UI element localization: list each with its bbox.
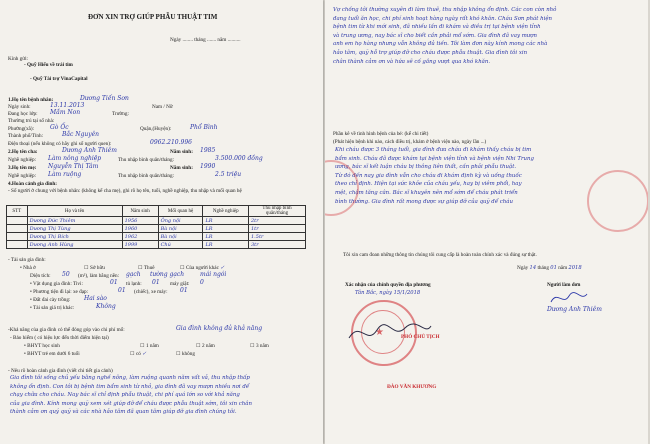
transport-label: • Phương tiện đi lại: xe đạp: bbox=[30, 289, 89, 295]
family-heading: 4.Hoàn cảnh gia đình: bbox=[8, 181, 58, 187]
mother-income: 2.5 triệu bbox=[215, 171, 242, 178]
ward-value: Gò Ốc bbox=[50, 124, 69, 131]
father-income-label: Thu nhập bình quân/tháng: bbox=[118, 157, 175, 163]
other-assets-label: • Tài sản giá trị khác: bbox=[30, 305, 75, 311]
local-confirm-date: Tân Bắc, ngày 15/1/2018 bbox=[355, 290, 421, 296]
insurance-has[interactable]: ☐ có ✓ bbox=[130, 351, 147, 357]
fridge-value: 01 bbox=[152, 279, 160, 286]
table-row: Dương Anh Hùng 1999 Chú LR 3tr bbox=[7, 241, 306, 249]
relative-checkbox[interactable]: ☐ Của người khác ✓ bbox=[180, 265, 225, 271]
col-job: Nghề nghiệp bbox=[203, 206, 249, 217]
family-members-label: - Số người ở chung với bệnh nhân: (không kể cha mẹ), ghi rõ họ tên, tuổi, nghề nghiệp, thu nhập và mối quan hệ bbox=[8, 188, 242, 194]
school-label: Trường: bbox=[112, 111, 129, 117]
sex-label: Nam / Nữ bbox=[152, 104, 173, 110]
table-row: Dương Thị Bích 1962 Bà nội LR 1.5tr bbox=[7, 233, 306, 241]
form-date-line: Ngày ........ tháng ....... năm .......... bbox=[170, 37, 241, 43]
stamp-title: PHÓ CHỦ TỊCH bbox=[401, 334, 440, 340]
father-name: Dương Anh Thiêm bbox=[62, 147, 117, 154]
bhyt-under6-label: • BHYT trẻ em dưới 6 tuổi bbox=[24, 351, 80, 357]
family-table bbox=[6, 205, 306, 249]
dob-label: Ngày sinh: bbox=[8, 104, 31, 110]
walls-value: tường gạch bbox=[150, 271, 185, 278]
local-confirm-heading: Xác nhận của chính quyền địa phương bbox=[345, 282, 431, 288]
bhyt-student-label: • BHYT học sinh bbox=[24, 343, 60, 349]
fridge-label: tủ lạnh: bbox=[126, 281, 142, 287]
appliance-label: • Vật dụng gia đình: Tivi: bbox=[30, 281, 83, 287]
kinh-gui-label: Kính gửi: bbox=[8, 56, 28, 62]
insurance-2-year[interactable]: ☐ 2 năm bbox=[196, 343, 215, 349]
father-job: Làm nông nghiệp bbox=[48, 155, 102, 162]
col-year: Năm sinh bbox=[122, 206, 158, 217]
patient-name-label: 1.Họ tên bệnh nhân: bbox=[8, 97, 54, 103]
sign-date: Ngày 14 tháng 01 năm 2018 bbox=[517, 265, 582, 271]
material-value: gạch bbox=[126, 271, 141, 278]
grade-value: Mầm Non bbox=[50, 109, 81, 116]
col-name: Họ và tên bbox=[27, 206, 122, 217]
material-label: (m²), làm bằng nền: bbox=[78, 273, 120, 279]
father-label: 2.Họ tên cha: bbox=[8, 149, 38, 155]
stamp-name: ĐÀO VĂN KHƯƠNG bbox=[387, 384, 437, 390]
applicant-name: Dương Anh Thiêm bbox=[547, 306, 602, 313]
residence-label: Thường trú tại số nhà: bbox=[8, 118, 55, 124]
contribution-label: -Khả năng của gia đình có thể đóng góp vào chi phí mổ: bbox=[8, 327, 125, 333]
bicycle-value: 01 bbox=[118, 287, 126, 294]
district-value: Phổ Bình bbox=[190, 124, 218, 131]
tv-value: 01 bbox=[110, 279, 118, 286]
applicant-signature bbox=[549, 290, 589, 306]
house-label: • Nhà ở bbox=[20, 265, 36, 271]
applicant-heading: Người làm đơn bbox=[547, 282, 581, 288]
father-year: 1985 bbox=[200, 147, 216, 154]
form-page-right bbox=[325, 0, 648, 444]
insurance-1-year[interactable]: ☐ 1 năm bbox=[140, 343, 159, 349]
city-value: Bắc Nguyên bbox=[62, 131, 100, 138]
city-label: Thành phố/Tỉnh: bbox=[8, 133, 44, 139]
commitment-text: Tôi xin cam đoan những thông tin chúng tôi cung cấp là hoàn toàn chính xác và đúng sự thật. bbox=[343, 252, 537, 258]
roof-value: mái ngói bbox=[200, 271, 227, 278]
form-title: ĐƠN XIN TRỢ GIÚP PHẪU THUẬT TIM bbox=[88, 13, 218, 21]
doctor-heading: Phần kê về tình hình bệnh của bé: (kể chi tiết) bbox=[333, 131, 429, 137]
area-value: 50 bbox=[62, 271, 70, 278]
insurance-label: - Bảo hiểm ( có hiệu lực đến thời điểm hiện tại) bbox=[10, 335, 109, 341]
col-relation: Mối quan hệ bbox=[158, 206, 203, 217]
area-label: Diện tích: bbox=[30, 273, 51, 279]
mother-income-label: Thu nhập bình quân/tháng: bbox=[118, 173, 175, 179]
rent-checkbox[interactable]: ☐ Thuê bbox=[138, 265, 155, 271]
father-income: 3.500.000 đồng bbox=[215, 155, 263, 162]
recipient-1: - Quỹ Hiếu về trái tim bbox=[24, 62, 73, 68]
contribution-value: Gia đình không đủ khả năng bbox=[176, 325, 263, 332]
assets-label: - Tài sản gia đình: bbox=[8, 257, 46, 263]
doctor-subheading: (Phát hiện bệnh khi nào, cách điều trị, khám ở bệnh viện nào, ngày lần ...) bbox=[333, 139, 487, 145]
mother-year: 1990 bbox=[200, 163, 216, 170]
land-value: Hai sào bbox=[84, 295, 107, 302]
father-year-label: Năm sinh: bbox=[170, 149, 193, 155]
col-income: Thu nhập bình quân/tháng bbox=[249, 206, 306, 217]
mother-year-label: Năm sinh: bbox=[170, 165, 193, 171]
patient-name: Dương Tiến Sơn bbox=[80, 95, 129, 102]
ward-label: Phường(xã): bbox=[8, 126, 35, 132]
own-checkbox[interactable]: ☐ Sở hữu bbox=[84, 265, 105, 271]
phone-value: 0962.210.996 bbox=[150, 139, 192, 146]
washer-value: 0 bbox=[200, 279, 204, 286]
local-signature bbox=[345, 318, 435, 348]
mother-job-label: Nghề nghiệp: bbox=[8, 173, 37, 179]
insurance-none[interactable]: ☐ không bbox=[176, 351, 195, 357]
table-row: Dương Thị Tùng 1960 Bà nội LR 1tr bbox=[7, 225, 306, 233]
doctor-handwriting: Khi cháu được 3 tháng tuổi, gia đình đưa cháu đi khám thấy cháu bị tim bẩm sinh. Cháu đã được khám tại bệnh viện tỉnh và bệnh viện Nhi Trung ương, bác sĩ kết luận cháu bị thông liên thất, cần phải phẫu thuật. Từ đó đến nay gia đình vẫn cho cháu đi khám định kỳ và uống thuốc theo chỉ định. Hiện tại sức khỏe của cháu yếu, hay bị viêm phổi, hay mệt, chậm tăng cân. Bác sĩ khuyên nên mổ sớm để cháu phát triển bình thường. Gia đình rất mong được sự giúp đỡ của quỹ để cháu bbox=[335, 147, 534, 205]
grade-label: Đang học lớp: bbox=[8, 111, 38, 117]
motorbike-label: (chiếc), xe máy: bbox=[134, 289, 168, 295]
right-top-handwriting: Vợ chồng tôi thường xuyên đi làm thuê, thu nhập không ổn định. Các con còn nhỏ đang tuổi ăn học, chi phí sinh hoạt hàng ngày rất khó khăn. Cháu Sơn phát hiện bệnh tim từ khi mới sinh, đã nhiều lần đi khám và điều trị tại bệnh viện tỉnh và trung ương, nay bác sĩ cho biết cần phải mổ sớm. Gia đình đã vay mượn anh em họ hàng nhưng vẫn không đủ tiền. Tôi làm đơn này kính mong các nhà hảo tâm, quỹ hỗ trợ giúp đỡ cho cháu được phẫu thuật. Gia đình tôi xin chân thành cảm ơn và hứa sẽ cố gắng vượt qua khó khăn. bbox=[333, 7, 557, 65]
district-label: Quận,(Huyện): bbox=[140, 126, 172, 132]
dob-value: 13.11.2013 bbox=[50, 102, 85, 109]
insurance-3-year[interactable]: ☐ 3 năm bbox=[250, 343, 269, 349]
table-row: Dương Đức Thiêm 1956 Ông nội LR 2tr bbox=[7, 217, 306, 225]
recipient-2: - Quỹ Tài trợ VinaCapital bbox=[30, 76, 88, 82]
col-stt: STT bbox=[7, 206, 28, 217]
mother-label: 3.Họ tên mẹ: bbox=[8, 165, 37, 171]
seal-star-icon: ★ bbox=[375, 327, 384, 338]
land-label: • Đất đai cày trồng: bbox=[30, 297, 71, 303]
family-table-header bbox=[7, 206, 306, 217]
father-job-label: Nghề nghiệp: bbox=[8, 157, 37, 163]
other-assets-value: Không bbox=[96, 303, 116, 310]
mother-name: Nguyễn Thị Tâm bbox=[48, 163, 99, 170]
situation-label: - Nêu rõ hoàn cảnh gia đình (viết chi tiết gia cảnh) bbox=[8, 368, 113, 374]
phone-label: Điện thoại (nếu không có hãy ghi số người quen): bbox=[8, 141, 112, 147]
situation-handwriting: Gia đình tôi sống chủ yếu bằng nghề nông, làm ruộng quanh năm vất vả, thu nhập thấp không ổn định. Con tôi bị bệnh tim bẩm sinh từ nhỏ, gia đình đã vay mượn nhiều nơi để chạy chữa cho cháu. Nay bác sĩ chỉ định phẫu thuật, chi phí quá lớn so với khả năng của gia đình. Kính mong quỹ xem xét giúp đỡ để cháu được phẫu thuật sớm, tôi xin chân thành cảm ơn quý quỹ và các nhà hảo tâm đã quan tâm giúp đỡ gia đình chúng tôi. bbox=[10, 375, 252, 416]
form-page-left bbox=[0, 0, 323, 444]
hospital-stamp-right bbox=[587, 170, 648, 232]
washer-label: máy giặt: bbox=[170, 281, 190, 287]
mother-job: Làm ruộng bbox=[48, 171, 82, 178]
motorbike-value: 01 bbox=[180, 287, 188, 294]
